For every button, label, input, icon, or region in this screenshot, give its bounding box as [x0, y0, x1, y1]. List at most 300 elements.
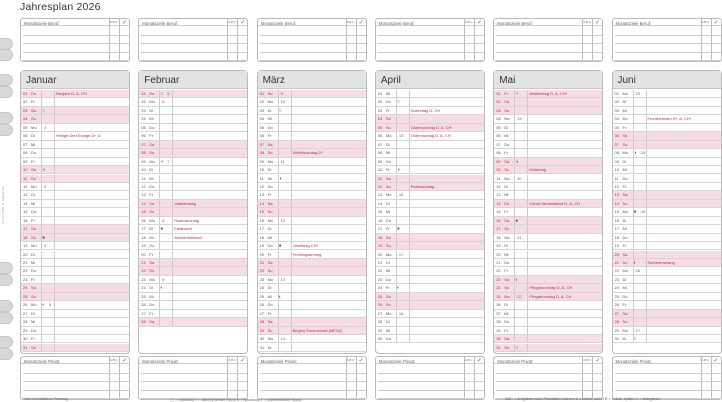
- day-row[interactable]: [139, 149, 247, 157]
- row-divider: [291, 175, 292, 182]
- row-divider: [172, 251, 173, 258]
- day-row[interactable]: [139, 217, 247, 225]
- row-divider: [291, 124, 292, 131]
- day-row[interactable]: [21, 225, 129, 233]
- day-row[interactable]: [258, 234, 366, 242]
- day-row[interactable]: [494, 310, 602, 318]
- row-divider: [172, 310, 173, 317]
- day-row[interactable]: [258, 132, 366, 140]
- goal-box-work[interactable]: [612, 18, 722, 62]
- day-row[interactable]: [139, 191, 247, 199]
- row-divider: [396, 293, 397, 300]
- day-row[interactable]: [613, 293, 721, 301]
- goal-box-private[interactable]: [20, 356, 130, 400]
- day-row[interactable]: [258, 200, 366, 208]
- day-row[interactable]: [258, 217, 366, 225]
- row-divider: [527, 217, 528, 224]
- day-row[interactable]: [494, 124, 602, 132]
- day-row[interactable]: [494, 200, 602, 208]
- day-row[interactable]: [494, 293, 602, 301]
- day-number: 09: [614, 158, 619, 164]
- day-row[interactable]: [376, 327, 484, 335]
- day-row[interactable]: [494, 149, 602, 157]
- day-row[interactable]: [139, 293, 247, 301]
- day-row[interactable]: [21, 251, 129, 259]
- day-row[interactable]: [258, 124, 366, 132]
- day-row[interactable]: [139, 124, 247, 132]
- day-row[interactable]: [613, 107, 721, 115]
- day-row[interactable]: [494, 335, 602, 343]
- row-divider: [159, 141, 160, 148]
- day-row[interactable]: [494, 327, 602, 335]
- day-row[interactable]: [258, 251, 366, 259]
- day-number: 25: [614, 293, 619, 299]
- day-row[interactable]: [494, 98, 602, 106]
- priority-icon: A B C: [110, 20, 118, 24]
- day-number: 16: [23, 217, 28, 223]
- weekday: Fr: [622, 124, 627, 130]
- day-row[interactable]: [494, 284, 602, 292]
- row-divider: [396, 276, 397, 283]
- day-row[interactable]: [376, 267, 484, 275]
- day-row[interactable]: [376, 242, 484, 250]
- day-row[interactable]: [258, 149, 366, 157]
- day-row[interactable]: [139, 242, 247, 250]
- day-row[interactable]: [139, 301, 247, 309]
- day-row[interactable]: [494, 183, 602, 191]
- day-row[interactable]: [494, 301, 602, 309]
- day-row[interactable]: [613, 98, 721, 106]
- day-row[interactable]: [21, 149, 129, 157]
- day-row[interactable]: [494, 158, 602, 166]
- day-row[interactable]: [376, 166, 484, 174]
- goal-box-work[interactable]: [257, 18, 367, 62]
- day-number: 20: [23, 251, 28, 257]
- day-number: 10: [496, 167, 501, 173]
- day-row[interactable]: [21, 284, 129, 292]
- row-divider: [514, 251, 515, 258]
- day-row[interactable]: [21, 276, 129, 284]
- day-number: 20: [377, 251, 383, 257]
- day-row[interactable]: [613, 183, 721, 191]
- day-row[interactable]: [613, 124, 721, 132]
- row-divider: [396, 175, 397, 182]
- day-row[interactable]: [376, 149, 484, 157]
- day-row[interactable]: [613, 234, 721, 242]
- day-row[interactable]: [258, 166, 366, 174]
- day-row[interactable]: [139, 90, 247, 98]
- day-row[interactable]: [21, 183, 129, 191]
- day-row[interactable]: [376, 293, 484, 301]
- day-row[interactable]: [613, 149, 721, 157]
- row-divider: [633, 183, 634, 190]
- day-row[interactable]: [258, 318, 366, 326]
- day-row[interactable]: [376, 335, 484, 343]
- day-row[interactable]: [613, 335, 721, 343]
- day-row[interactable]: [21, 318, 129, 326]
- day-number: 13: [141, 192, 146, 198]
- day-row[interactable]: [139, 132, 247, 140]
- day-row[interactable]: [494, 166, 602, 174]
- day-row[interactable]: [21, 175, 129, 183]
- goal-box-column-divider: [474, 357, 475, 399]
- row-divider: [172, 284, 173, 291]
- day-row[interactable]: [494, 175, 602, 183]
- day-row[interactable]: [139, 318, 247, 326]
- month-column: [375, 70, 485, 354]
- day-row[interactable]: [21, 293, 129, 301]
- day-row[interactable]: [21, 141, 129, 149]
- day-row[interactable]: [376, 310, 484, 318]
- day-row[interactable]: [376, 208, 484, 216]
- day-row[interactable]: [613, 132, 721, 140]
- day-row[interactable]: [494, 344, 602, 352]
- day-row[interactable]: [21, 98, 129, 106]
- day-row[interactable]: [494, 115, 602, 123]
- row-divider: [41, 175, 42, 182]
- day-row[interactable]: [613, 141, 721, 149]
- day-row[interactable]: [21, 310, 129, 318]
- day-row[interactable]: [376, 234, 484, 242]
- day-row[interactable]: [139, 284, 247, 292]
- row-divider: [41, 191, 42, 198]
- goal-box-work[interactable]: [20, 18, 130, 62]
- day-row[interactable]: [21, 267, 129, 275]
- day-row[interactable]: [139, 208, 247, 216]
- row-divider: [514, 115, 515, 122]
- day-row[interactable]: [21, 124, 129, 132]
- weekday: Mi: [622, 285, 627, 291]
- day-row[interactable]: [258, 175, 366, 183]
- day-number: 27: [259, 310, 265, 316]
- day-row[interactable]: [21, 107, 129, 115]
- week-number: 18: [398, 310, 404, 316]
- goal-box-label: Monatsziele Privat:: [24, 359, 61, 364]
- day-row[interactable]: [494, 225, 602, 233]
- day-row[interactable]: [494, 276, 602, 284]
- day-row[interactable]: [376, 175, 484, 183]
- row-divider: [646, 90, 647, 97]
- day-row[interactable]: [494, 318, 602, 326]
- weekday: So: [267, 91, 273, 96]
- day-number: 05: [23, 124, 28, 130]
- weekday: Mi: [504, 192, 509, 198]
- day-row[interactable]: [613, 259, 721, 267]
- day-row[interactable]: [258, 90, 366, 98]
- goal-box-private[interactable]: [612, 356, 722, 400]
- row-divider: [291, 158, 292, 165]
- day-row[interactable]: [21, 217, 129, 225]
- day-row[interactable]: [613, 284, 721, 292]
- day-row[interactable]: [258, 276, 366, 284]
- day-row[interactable]: [494, 259, 602, 267]
- day-row[interactable]: [613, 267, 721, 275]
- row-divider: [41, 335, 42, 342]
- weekday: Sa: [504, 276, 510, 282]
- weekday: Di: [149, 107, 154, 113]
- day-row[interactable]: [613, 191, 721, 199]
- weekday: Mo: [622, 268, 629, 274]
- row-divider: [54, 107, 55, 114]
- page-title: Jahresplan 2026: [20, 1, 101, 13]
- day-row[interactable]: [376, 259, 484, 267]
- day-row[interactable]: [376, 98, 484, 106]
- day-row[interactable]: [21, 158, 129, 166]
- week-number: 11: [280, 158, 285, 164]
- row-divider: [291, 191, 292, 198]
- day-row[interactable]: [258, 98, 366, 106]
- row-divider: [278, 191, 279, 198]
- weekday: Fr: [31, 336, 35, 342]
- day-number: 14: [23, 200, 28, 206]
- day-row[interactable]: [139, 107, 247, 115]
- day-row[interactable]: [258, 115, 366, 123]
- day-number: 09: [141, 158, 146, 164]
- day-row[interactable]: [376, 276, 484, 284]
- moon-phase-icon: ○: [42, 107, 46, 114]
- checkmark-icon: ✓: [240, 358, 246, 364]
- row-divider: [396, 259, 397, 266]
- row-divider: [278, 208, 279, 215]
- day-row[interactable]: [21, 200, 129, 208]
- goal-box-private[interactable]: [138, 356, 248, 400]
- day-row[interactable]: [613, 327, 721, 335]
- day-row[interactable]: [376, 141, 484, 149]
- goal-box-line: [496, 43, 602, 44]
- day-row[interactable]: [613, 175, 721, 183]
- goal-box-column-divider: [119, 357, 120, 399]
- row-divider: [278, 124, 279, 131]
- day-row[interactable]: [494, 217, 602, 225]
- day-row[interactable]: [376, 124, 484, 132]
- weekday: So: [149, 268, 155, 274]
- day-row[interactable]: [613, 115, 721, 123]
- weekday: Di: [504, 124, 508, 130]
- day-row[interactable]: [139, 158, 247, 166]
- weekday: Di: [622, 217, 627, 223]
- goal-box-line: [141, 43, 247, 44]
- day-row[interactable]: [376, 318, 484, 326]
- goal-box-line: [378, 43, 484, 44]
- weekday: Mo: [385, 133, 392, 139]
- day-row[interactable]: [613, 208, 721, 216]
- row-divider: [633, 318, 634, 325]
- day-row[interactable]: [139, 141, 247, 149]
- day-row[interactable]: [258, 310, 366, 318]
- day-number: 12: [377, 183, 383, 189]
- goal-box-label: Monatsziele Beruf:: [24, 21, 60, 26]
- day-row[interactable]: [376, 115, 484, 123]
- priority-icon: A B C: [228, 20, 236, 24]
- day-row[interactable]: [258, 141, 366, 149]
- weekday: Fr: [149, 192, 154, 198]
- day-row[interactable]: [376, 225, 484, 233]
- goal-box-work[interactable]: [493, 18, 603, 62]
- day-row[interactable]: [258, 327, 366, 335]
- row-divider: [646, 276, 647, 283]
- row-divider: [633, 251, 634, 258]
- day-number: 23: [23, 276, 28, 282]
- day-row[interactable]: [613, 242, 721, 250]
- day-row[interactable]: [376, 183, 484, 191]
- goal-box-label: Monatsziele Beruf:: [142, 21, 178, 26]
- day-number: 13: [614, 192, 619, 198]
- day-row[interactable]: [139, 276, 247, 284]
- day-row[interactable]: [258, 301, 366, 309]
- weekday: Fr: [622, 243, 627, 249]
- day-row[interactable]: [494, 107, 602, 115]
- day-row[interactable]: [21, 335, 129, 343]
- weekday: Di: [622, 158, 627, 164]
- day-row[interactable]: [21, 90, 129, 98]
- day-row[interactable]: [139, 115, 247, 123]
- day-number: 30: [614, 336, 619, 342]
- day-row[interactable]: [376, 301, 484, 309]
- day-row[interactable]: [21, 208, 129, 216]
- weekday: Fr: [31, 158, 35, 164]
- day-row[interactable]: [139, 98, 247, 106]
- day-row[interactable]: [494, 191, 602, 199]
- day-row[interactable]: [139, 183, 247, 191]
- day-number: 28: [377, 319, 383, 325]
- day-row[interactable]: [494, 132, 602, 140]
- day-row[interactable]: [376, 107, 484, 115]
- day-row[interactable]: [258, 107, 366, 115]
- goal-box-column-divider: [346, 357, 347, 399]
- day-row[interactable]: [139, 310, 247, 318]
- weekday: Do: [385, 217, 392, 223]
- goal-box-line: [378, 52, 484, 53]
- row-divider: [633, 242, 634, 249]
- day-row[interactable]: [613, 90, 721, 98]
- day-row[interactable]: [258, 344, 366, 352]
- day-row[interactable]: [494, 141, 602, 149]
- weekday: Do: [267, 243, 273, 249]
- day-row[interactable]: [494, 234, 602, 242]
- day-row[interactable]: [139, 175, 247, 183]
- day-row[interactable]: [613, 251, 721, 259]
- row-divider: [646, 217, 647, 224]
- day-row[interactable]: [376, 251, 484, 259]
- row-divider: [514, 259, 515, 266]
- weekday: Fr: [504, 209, 508, 215]
- day-row[interactable]: [613, 301, 721, 309]
- row-divider: [54, 318, 55, 325]
- day-row[interactable]: [494, 242, 602, 250]
- day-row[interactable]: [376, 158, 484, 166]
- day-row[interactable]: [139, 225, 247, 233]
- goal-box-private[interactable]: [375, 356, 485, 400]
- goal-box-private[interactable]: [257, 356, 367, 400]
- goal-box-label: Monatsziele Beruf:: [497, 21, 533, 26]
- day-row[interactable]: [613, 310, 721, 318]
- holiday-label: Christi Himmelfahrt D, A, CH: [529, 200, 580, 206]
- day-row[interactable]: [613, 276, 721, 284]
- day-row[interactable]: [258, 259, 366, 267]
- weekday: Mo: [267, 158, 274, 164]
- day-row[interactable]: [139, 251, 247, 259]
- day-row[interactable]: [494, 208, 602, 216]
- weekday: Di: [267, 107, 272, 113]
- day-row[interactable]: [258, 293, 366, 301]
- day-row[interactable]: [139, 234, 247, 242]
- day-row[interactable]: [21, 242, 129, 250]
- day-row[interactable]: [613, 158, 721, 166]
- day-row[interactable]: [139, 166, 247, 174]
- day-row[interactable]: [258, 208, 366, 216]
- day-row[interactable]: [376, 132, 484, 140]
- goal-box-work[interactable]: [138, 18, 248, 62]
- day-row[interactable]: [139, 259, 247, 267]
- day-row[interactable]: [21, 259, 129, 267]
- day-row[interactable]: [21, 132, 129, 140]
- row-divider: [54, 327, 55, 334]
- day-row[interactable]: [21, 234, 129, 242]
- day-row[interactable]: [258, 335, 366, 343]
- weekday: So: [385, 124, 391, 130]
- day-row[interactable]: [376, 284, 484, 292]
- day-row[interactable]: [494, 90, 602, 98]
- day-row[interactable]: [376, 191, 484, 199]
- row-divider: [646, 124, 647, 131]
- day-number: 24: [614, 285, 619, 291]
- day-row[interactable]: [21, 191, 129, 199]
- day-row[interactable]: [613, 166, 721, 174]
- day-row[interactable]: [21, 115, 129, 123]
- weekday: Di: [267, 226, 272, 232]
- day-row[interactable]: [21, 327, 129, 335]
- day-row[interactable]: [613, 225, 721, 233]
- row-divider: [633, 284, 634, 291]
- day-row[interactable]: [139, 267, 247, 275]
- day-row[interactable]: [494, 267, 602, 275]
- goal-box-line: [141, 390, 247, 391]
- day-number: 22: [259, 268, 265, 274]
- day-row[interactable]: [258, 158, 366, 166]
- row-divider: [409, 276, 410, 283]
- day-row[interactable]: [613, 200, 721, 208]
- goal-box-private[interactable]: [493, 356, 603, 400]
- day-row[interactable]: [258, 284, 366, 292]
- day-row[interactable]: [139, 200, 247, 208]
- day-row[interactable]: [376, 90, 484, 98]
- goal-box-work[interactable]: [375, 18, 485, 62]
- weekday: Do: [149, 183, 155, 189]
- row-divider: [159, 107, 160, 114]
- day-row[interactable]: [21, 166, 129, 174]
- day-number: 06: [23, 133, 28, 139]
- row-divider: [633, 166, 634, 173]
- day-row[interactable]: [258, 242, 366, 250]
- weekday: So: [385, 183, 391, 189]
- month-name: Juni: [613, 71, 721, 89]
- day-row[interactable]: [613, 318, 721, 326]
- day-row[interactable]: [21, 344, 129, 352]
- day-row[interactable]: [376, 200, 484, 208]
- row-divider: [291, 310, 292, 317]
- row-divider: [514, 175, 515, 182]
- day-number: 06: [614, 133, 619, 139]
- day-row[interactable]: [21, 301, 129, 309]
- day-row[interactable]: [494, 251, 602, 259]
- day-number: 22: [377, 268, 383, 274]
- day-row[interactable]: [613, 217, 721, 225]
- day-row[interactable]: [376, 217, 484, 225]
- day-row[interactable]: [258, 267, 366, 275]
- day-row[interactable]: [258, 183, 366, 191]
- day-row[interactable]: [258, 225, 366, 233]
- day-row[interactable]: [258, 191, 366, 199]
